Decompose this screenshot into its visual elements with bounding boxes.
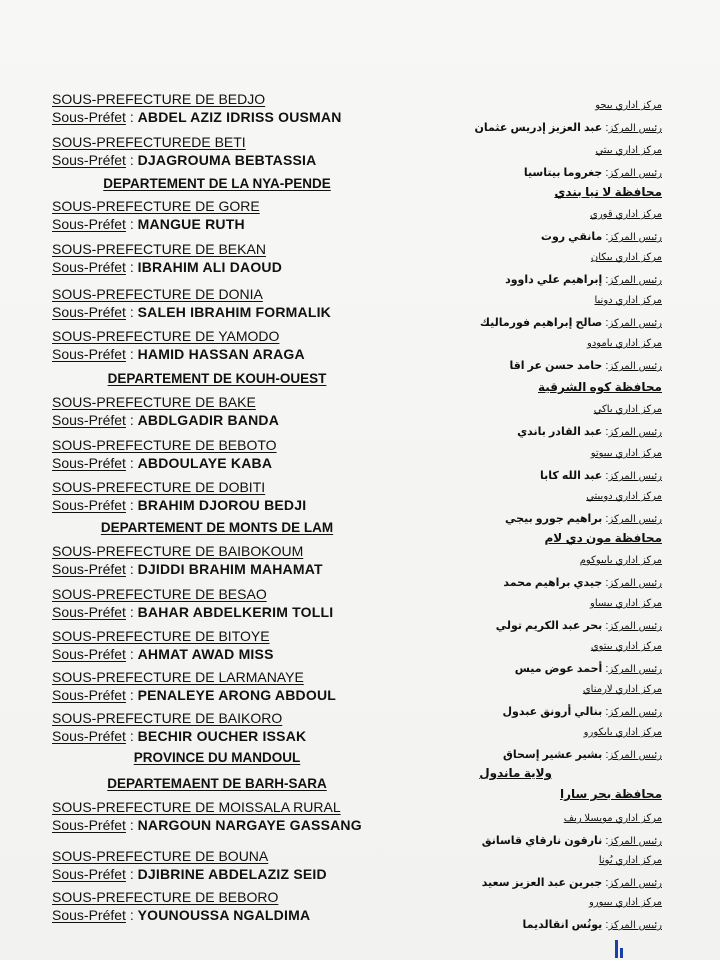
separator: : xyxy=(125,216,138,232)
arabic-chief-name: يونُس انقالديما xyxy=(522,919,603,931)
subprefecture-entry xyxy=(52,798,382,834)
arabic-chief-name: أحمد عوض ميس xyxy=(514,663,603,675)
arabic-center-name: مركز اداري يامودو xyxy=(586,338,662,349)
department-heading: PROVINCE DU MANDOUL xyxy=(133,750,301,765)
arabic-chief-name: إبراهيم علي داوود xyxy=(505,274,603,286)
subprefecture-name: SOUS-PREFECTURE DE BEBOTO xyxy=(52,437,277,453)
arabic-chief-name: صالح إبراهيم فورماليك xyxy=(479,317,603,329)
arabic-chief-label: رئيس المركز xyxy=(608,471,662,482)
arabic-chief-line xyxy=(362,469,662,484)
arabic-center-name: مركز اداري لارمناي xyxy=(582,684,662,695)
arabic-chief-label: رئيس المركز xyxy=(608,707,662,718)
arabic-chief-name: جيدي براهيم محمد xyxy=(503,577,603,589)
arabic-chief-name: نارقون نارقاي قاسانق xyxy=(481,835,603,847)
subprefecture-name: SOUS-PREFECTURE DE BAIKORO xyxy=(52,710,283,726)
subprefect-label: Sous-Préfet xyxy=(52,497,126,513)
separator: : xyxy=(602,426,609,438)
subprefect-label: Sous-Préfet xyxy=(52,109,126,125)
subprefect-label: Sous-Préfet xyxy=(52,346,126,362)
arabic-center-name: مركز اداري دوبيتي xyxy=(586,491,662,502)
subprefecture-name: SOUS-PREFECTURE DE MOISSALA RURAL xyxy=(52,799,341,815)
separator: : xyxy=(602,877,609,889)
separator: : xyxy=(602,919,609,931)
arabic-chief-name: بنالي أرونق عبدول xyxy=(502,706,603,718)
department-heading: DEPARTEMENT DE KOUH-OUEST xyxy=(107,371,327,386)
subprefect-name: ABDEL AZIZ IDRISS OUSMAN xyxy=(137,109,342,125)
arabic-chief-name: بحر عبد الكريم تولي xyxy=(495,620,603,632)
arabic-center-name: مركز اداري بيبوتو xyxy=(590,448,662,459)
arabic-chief-name: جغروما بيتاسيا xyxy=(523,167,603,179)
separator: : xyxy=(125,561,138,577)
arabic-chief-label: رئيس المركز xyxy=(608,123,662,134)
arabic-chief-name: جبرين عبد العزيز سعيد xyxy=(481,877,603,889)
subprefecture-entry xyxy=(52,285,382,321)
subprefecture-name: SOUS-PREFECTURE DE BEDJO xyxy=(52,91,266,107)
arabic-department-heading: محافظة مون دي لام xyxy=(544,531,662,545)
subprefect-name: MANGUE RUTH xyxy=(137,216,245,232)
arabic-chief-name: مانقي روت xyxy=(540,231,603,243)
arabic-department-heading: محافظة بحر سارا xyxy=(559,787,662,801)
arabic-chief-label: رئيس المركز xyxy=(608,514,662,525)
arabic-chief-line xyxy=(362,748,662,763)
subprefect-name: NARGOUN NARGAYE GASSANG xyxy=(137,817,362,833)
subprefecture-name: SOUS-PREFECTURE DE BEKAN xyxy=(52,241,266,257)
corner-mark-icon xyxy=(610,938,628,960)
separator: : xyxy=(125,907,138,923)
arabic-chief-line xyxy=(362,121,662,136)
subprefecture-entry xyxy=(52,197,382,233)
subprefect-label: Sous-Préfet xyxy=(52,561,126,577)
arabic-center-name: مركز اداري بُونا xyxy=(598,855,662,866)
subprefect-label: Sous-Préfet xyxy=(52,728,126,744)
subprefect-name: IBRAHIM ALI DAOUD xyxy=(137,259,283,275)
arabic-chief-line xyxy=(362,705,662,720)
separator: : xyxy=(125,346,138,362)
subprefect-label: Sous-Préfet xyxy=(52,412,126,428)
subprefect-label: Sous-Préfet xyxy=(52,259,126,275)
arabic-chief-name: براهيم جورو بيجي xyxy=(505,513,603,525)
subprefecture-name: SOUS-PREFECTURE DE YAMODO xyxy=(52,328,280,344)
subprefect-label: Sous-Préfet xyxy=(52,817,126,833)
subprefect-name: DJIDDI BRAHIM MAHAMAT xyxy=(137,561,323,577)
subprefecture-name: SOUS-PREFECTURE DE BESAO xyxy=(52,586,267,602)
subprefecture-entry xyxy=(52,542,382,578)
subprefect-name: DJAGROUMA BEBTASSIA xyxy=(137,152,317,168)
separator: : xyxy=(602,706,609,718)
arabic-chief-name: عبد الله كابا xyxy=(539,470,603,482)
subprefecture-entry xyxy=(52,393,382,429)
subprefect-name: DJIBRINE ABDELAZIZ SEID xyxy=(137,866,327,882)
subprefecture-name: SOUS-PREFECTURE DE BEBORO xyxy=(52,889,279,905)
separator: : xyxy=(125,687,138,703)
subprefect-name: ABDLGADIR BANDA xyxy=(137,412,280,428)
subprefecture-name: SOUS-PREFECTUREDE BETI xyxy=(52,134,246,150)
subprefect-label: Sous-Préfet xyxy=(52,646,126,662)
arabic-chief-line xyxy=(362,576,662,591)
subprefecture-name: SOUS-PREFECTURE DE BAKE xyxy=(52,394,256,410)
subprefect-label: Sous-Préfet xyxy=(52,687,126,703)
separator: : xyxy=(602,317,609,329)
subprefect-label: Sous-Préfet xyxy=(52,455,126,471)
separator: : xyxy=(602,231,609,243)
arabic-center-name: مركز اداري بايبوكوم xyxy=(579,555,662,566)
arabic-center-name: مركز اداري مويسلا ريف xyxy=(563,813,662,824)
subprefecture-entry xyxy=(52,90,382,126)
subprefect-label: Sous-Préfet xyxy=(52,152,126,168)
subprefecture-entry xyxy=(52,133,382,169)
arabic-chief-label: رئيس المركز xyxy=(608,168,662,179)
arabic-chief-name: عبد القادر باندي xyxy=(517,426,603,438)
arabic-center-name: مركز اداري بيساو xyxy=(590,598,662,609)
subprefecture-entry xyxy=(52,709,382,745)
separator: : xyxy=(602,663,609,675)
subprefecture-entry xyxy=(52,627,382,663)
arabic-chief-label: رئيس المركز xyxy=(608,836,662,847)
separator: : xyxy=(602,577,609,589)
subprefecture-entry xyxy=(52,240,382,276)
arabic-center-name: مركز اداري باكي xyxy=(593,404,662,415)
separator: : xyxy=(125,455,138,471)
separator: : xyxy=(125,817,138,833)
subprefecture-entry xyxy=(52,585,382,621)
subprefect-name: BAHAR ABDELKERIM TOLLI xyxy=(137,604,334,620)
separator: : xyxy=(125,259,138,275)
arabic-chief-label: رئيس المركز xyxy=(608,427,662,438)
separator: : xyxy=(125,646,138,662)
arabic-department-heading: محافظة لا نيا بندي xyxy=(554,185,662,199)
arabic-center-name: مركز اداري قوري xyxy=(590,209,662,220)
separator: : xyxy=(602,122,609,134)
subprefecture-entry xyxy=(52,436,382,472)
arabic-chief-label: رئيس المركز xyxy=(608,750,662,761)
arabic-chief-line xyxy=(362,662,662,677)
subprefect-label: Sous-Préfet xyxy=(52,216,126,232)
subprefecture-name: SOUS-PREFECTURE DE DONIA xyxy=(52,286,263,302)
arabic-center-name: مركز اداري بيجو xyxy=(595,100,662,111)
subprefect-name: AHMAT AWAD MISS xyxy=(137,646,274,662)
department-heading: DEPARTEMENT DE LA NYA-PENDE xyxy=(103,176,331,191)
arabic-chief-name: حامد حسن عر اقا xyxy=(509,360,603,372)
arabic-chief-line xyxy=(362,512,662,527)
arabic-chief-label: رئيس المركز xyxy=(608,275,662,286)
subprefecture-name: SOUS-PREFECTURE DE BAIBOKOUM xyxy=(52,543,304,559)
subprefect-name: PENALEYE ARONG ABDOUL xyxy=(137,687,337,703)
arabic-center-name: مركز اداري دونيا xyxy=(594,295,662,306)
separator: : xyxy=(125,866,138,882)
arabic-chief-label: رئيس المركز xyxy=(608,664,662,675)
separator: : xyxy=(602,274,609,286)
subprefect-name: YOUNOUSSA NGALDIMA xyxy=(137,907,311,923)
subprefecture-name: SOUS-PREFECTURE DE DOBITI xyxy=(52,479,266,495)
subprefect-name: SALEH IBRAHIM FORMALIK xyxy=(137,304,331,320)
arabic-chief-label: رئيس المركز xyxy=(608,621,662,632)
arabic-department-heading: ولاية ماندول xyxy=(479,766,552,780)
arabic-chief-label: رئيس المركز xyxy=(608,578,662,589)
separator: : xyxy=(125,497,138,513)
separator: : xyxy=(125,109,138,125)
arabic-chief-line xyxy=(362,359,662,374)
subprefecture-name: SOUS-PREFECTURE DE BOUNA xyxy=(52,848,269,864)
subprefect-name: ABDOULAYE KABA xyxy=(137,455,273,471)
arabic-chief-line xyxy=(362,619,662,634)
separator: : xyxy=(125,604,138,620)
separator: : xyxy=(125,304,138,320)
department-heading: DEPARTEMENT DE MONTS DE LAM xyxy=(100,520,334,535)
arabic-chief-label: رئيس المركز xyxy=(608,232,662,243)
separator: : xyxy=(602,360,609,372)
subprefect-label: Sous-Préfet xyxy=(52,866,126,882)
subprefect-label: Sous-Préfet xyxy=(52,907,126,923)
separator: : xyxy=(602,167,609,179)
arabic-chief-label: رئيس المركز xyxy=(608,920,662,931)
subprefecture-name: SOUS-PREFECTURE DE BITOYE xyxy=(52,628,270,644)
arabic-chief-line xyxy=(362,876,662,891)
subprefecture-entry xyxy=(52,888,382,924)
separator: : xyxy=(602,513,609,525)
subprefecture-name: SOUS-PREFECTURE DE LARMANAYE xyxy=(52,669,304,685)
arabic-chief-name: عبد العزيز إدريس عثمان xyxy=(474,122,603,134)
subprefect-label: Sous-Préfet xyxy=(52,304,126,320)
arabic-chief-line xyxy=(362,166,662,181)
separator: : xyxy=(125,728,138,744)
subprefect-label: Sous-Préfet xyxy=(52,604,126,620)
subprefecture-entry xyxy=(52,327,382,363)
separator: : xyxy=(125,152,138,168)
arabic-chief-label: رئيس المركز xyxy=(608,361,662,372)
arabic-chief-line xyxy=(362,918,662,933)
arabic-center-name: مركز اداري بيتي xyxy=(595,145,662,156)
arabic-chief-line xyxy=(362,425,662,440)
arabic-chief-name: بشير عشير إسحاق xyxy=(503,749,603,761)
separator: : xyxy=(602,620,609,632)
subprefecture-entry xyxy=(52,668,382,704)
subprefect-name: HAMID HASSAN ARAGA xyxy=(137,346,305,362)
arabic-chief-line xyxy=(362,273,662,288)
subprefecture-entry xyxy=(52,847,382,883)
arabic-center-name: مركز اداري بيبورو xyxy=(588,897,662,908)
arabic-center-name: مركز اداري بايكورو xyxy=(583,727,662,738)
subprefecture-entry xyxy=(52,478,382,514)
separator: : xyxy=(125,412,138,428)
subprefecture-name: SOUS-PREFECTURE DE GORE xyxy=(52,198,260,214)
arabic-chief-line xyxy=(362,834,662,849)
arabic-department-heading: محافظة كوه الشرقية xyxy=(538,380,662,394)
separator: : xyxy=(602,470,609,482)
arabic-chief-label: رئيس المركز xyxy=(608,318,662,329)
arabic-chief-line xyxy=(362,230,662,245)
subprefect-name: BRAHIM DJOROU BEDJI xyxy=(137,497,307,513)
arabic-chief-line xyxy=(362,316,662,331)
department-heading: DEPARTEMAENT DE BARH-SARA xyxy=(107,776,327,791)
arabic-center-name: مركز اداري بيكان xyxy=(590,252,662,263)
arabic-chief-label: رئيس المركز xyxy=(608,878,662,889)
separator: : xyxy=(602,835,609,847)
subprefect-name: BECHIR OUCHER ISSAK xyxy=(137,728,307,744)
arabic-center-name: مركز اداري بيتوي xyxy=(590,641,662,652)
separator: : xyxy=(602,749,609,761)
